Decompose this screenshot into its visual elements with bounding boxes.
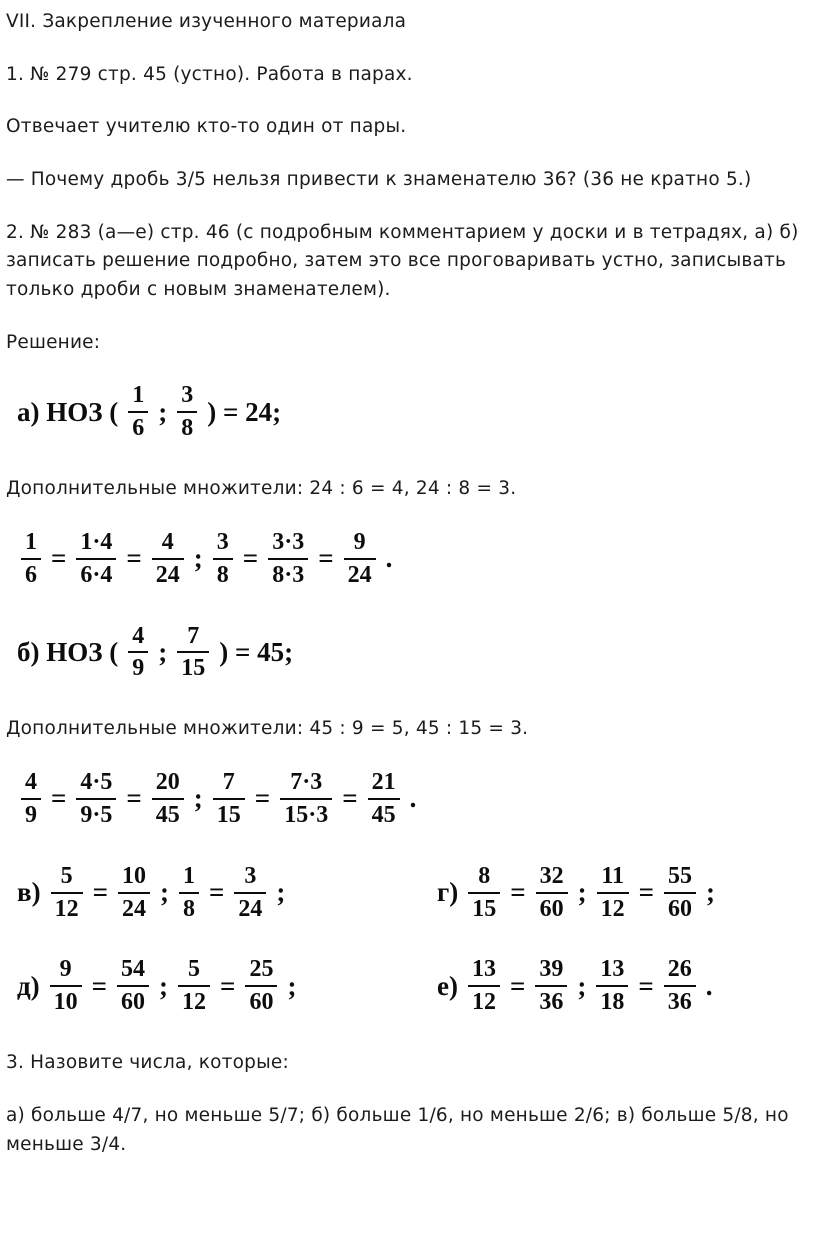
fraction: $\frac{13}{18}$: [596, 955, 628, 1017]
formula-text: =: [318, 543, 334, 574]
task3-items: а) больше 4/7, но меньше 5/7; б) больше 1/6, но меньше 2/6; в) больше 5/8, но меньше 3/4.: [6, 1104, 789, 1155]
formula-item-e: [426, 955, 716, 1017]
formula-text: =: [126, 543, 142, 574]
formula-text: а) НОЗ (: [17, 396, 119, 427]
formula-text: ;: [158, 396, 168, 427]
formula-row-d-e: [6, 955, 808, 1017]
formula-noz-a: [6, 381, 808, 443]
task2-text: 2. № 283 (а—е) стр. 46 (с подробным комментарием у доски и в тетрадях, а) б) записать решение подробно, затем это все проговаривать устно, записывать только дроби с новым знаменателем).: [6, 221, 799, 301]
fraction: $\frac{13}{12}$: [468, 955, 500, 1017]
formula-text: в): [17, 877, 41, 908]
formula-item-d: [6, 955, 426, 1017]
fraction: $\frac{9}{24}$: [344, 528, 376, 590]
fraction: $\frac{4}{9}$: [21, 768, 41, 830]
fraction: $\frac{3\cdot 3}{8\cdot 3}$: [268, 528, 308, 590]
formula-text: =: [509, 970, 526, 1001]
formula-text: =: [51, 543, 67, 574]
formula-item-g: [426, 862, 718, 924]
section-heading: VII. Закрепление изученного материала: [6, 11, 407, 32]
formula-text: б) НОЗ (: [17, 636, 119, 667]
fraction: $\frac{25}{60}$: [245, 955, 277, 1017]
formula-text: ;: [193, 783, 203, 814]
fraction: $\frac{54}{60}$: [117, 955, 149, 1017]
formula-text: =: [638, 970, 654, 1001]
fraction: $\frac{26}{36}$: [664, 955, 696, 1017]
fraction: $\frac{20}{45}$: [152, 768, 184, 830]
formula-text: =: [254, 783, 271, 814]
formula-text: ;: [158, 636, 168, 667]
formula-expand-a: [6, 528, 808, 590]
formula-text: .: [409, 783, 417, 814]
fraction: $\frac{5}{12}$: [178, 955, 210, 1017]
formula-text: ;: [159, 877, 169, 908]
formula-text: =: [638, 877, 655, 908]
multipliers-a-text: Дополнительные множители: 24 : 6 = 4, 24 : 8 = 3.: [6, 478, 517, 500]
fraction: $\frac{21}{45}$: [368, 768, 400, 830]
formula-text: =: [208, 877, 225, 908]
fraction: $\frac{4}{9}$: [128, 622, 148, 684]
fraction: $\frac{1}{6}$: [21, 528, 41, 590]
multipliers-b-text: Дополнительные множители: 45 : 9 = 5, 45 : 15 = 3.: [6, 718, 529, 740]
formula-text: =: [242, 543, 259, 574]
formula-text: =: [91, 970, 108, 1001]
fraction: $\frac{3}{8}$: [177, 381, 197, 443]
formula-text: =: [92, 877, 108, 908]
formula-text: .: [705, 970, 713, 1001]
fraction: $\frac{3}{8}$: [213, 528, 233, 590]
fraction: $\frac{39}{36}$: [535, 955, 567, 1017]
formula-noz-b: [6, 622, 808, 684]
solution-label: Решение:: [6, 331, 101, 353]
fraction: $\frac{1}{6}$: [128, 381, 148, 443]
fraction: $\frac{1\cdot 4}{6\cdot 4}$: [76, 528, 116, 590]
fraction: $\frac{32}{60}$: [536, 862, 568, 924]
task1-text: 1. № 279 стр. 45 (устно). Работа в парах.: [6, 63, 413, 85]
task1-note: Отвечает учителю кто-то один от пары.: [6, 116, 407, 138]
fraction: $\frac{5}{12}$: [51, 862, 83, 924]
formula-text: =: [510, 877, 526, 908]
formula-text: =: [220, 970, 236, 1001]
fraction: $\frac{11}{12}$: [597, 862, 629, 924]
formula-text: ;: [287, 970, 297, 1001]
formula-text: ;: [577, 970, 587, 1001]
formula-text: ;: [276, 877, 286, 908]
fraction: $\frac{4}{24}$: [152, 528, 184, 590]
fraction: $\frac{7}{15}$: [213, 768, 245, 830]
formula-text: д): [17, 970, 40, 1001]
fraction: $\frac{8}{15}$: [468, 862, 500, 924]
formula-text: ;: [706, 877, 716, 908]
fraction: $\frac{1}{8}$: [179, 862, 199, 924]
document-page: [6, 8, 808, 1159]
formula-text: ) = 45;: [219, 636, 294, 667]
formula-text: =: [126, 783, 142, 814]
task3-text: 3. Назовите числа, которые:: [6, 1052, 289, 1074]
formula-item-v: [6, 862, 426, 924]
formula-text: =: [51, 783, 67, 814]
fraction: $\frac{55}{60}$: [664, 862, 696, 924]
fraction: $\frac{7\cdot 3}{15\cdot 3}$: [280, 768, 332, 830]
fraction: $\frac{3}{24}$: [234, 862, 266, 924]
fraction: $\frac{7}{15}$: [177, 622, 209, 684]
formula-text: ;: [159, 970, 169, 1001]
fraction: $\frac{10}{24}$: [118, 862, 150, 924]
formula-text: е): [437, 970, 458, 1001]
formula-text: ) = 24;: [207, 396, 282, 427]
task1-question: — Почему дробь 3/5 нельзя привести к знаменателю 36? (36 не кратно 5.): [6, 169, 752, 191]
formula-text: .: [385, 543, 393, 574]
formula-text: ;: [193, 543, 203, 574]
formula-text: ;: [577, 877, 587, 908]
fraction: $\frac{4\cdot 5}{9\cdot 5}$: [76, 768, 116, 830]
formula-text: =: [342, 783, 358, 814]
formula-expand-b: [6, 768, 808, 830]
fraction: $\frac{9}{10}$: [50, 955, 82, 1017]
formula-row-v-g: [6, 862, 808, 924]
formula-text: г): [437, 877, 459, 908]
